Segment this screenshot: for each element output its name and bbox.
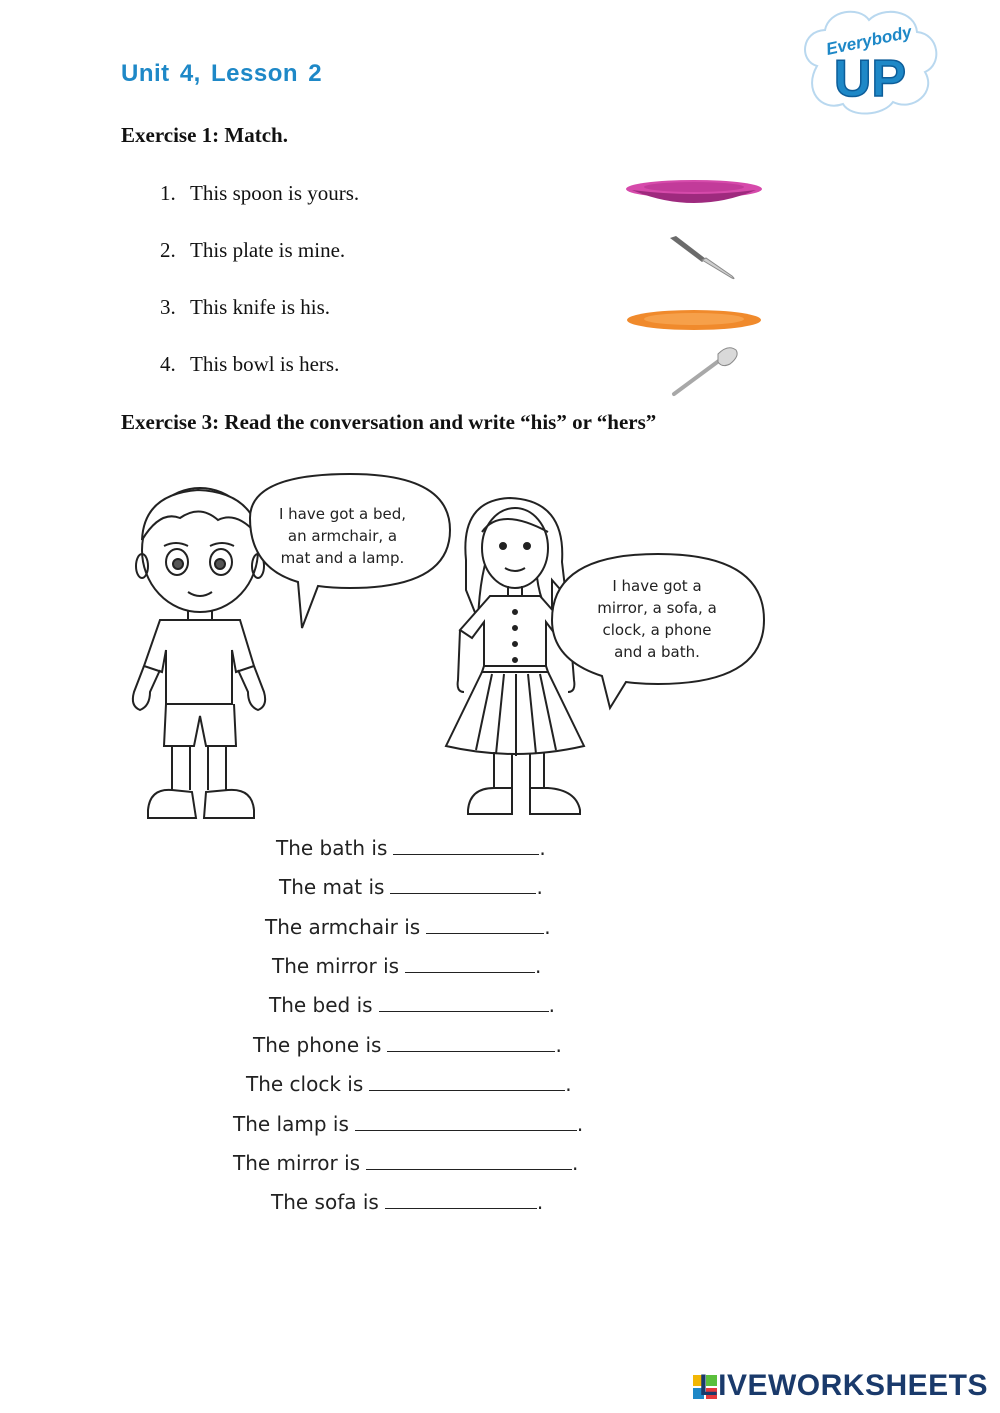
fill-in-sentence bbox=[271, 1190, 543, 1214]
fill-in-sentence bbox=[272, 954, 541, 978]
answer-blank[interactable] bbox=[366, 1151, 572, 1170]
sentence-end: . bbox=[576, 1112, 584, 1136]
orange-plate-icon[interactable] bbox=[620, 306, 770, 336]
boy-drawing bbox=[133, 488, 265, 818]
girl-speech-text: I have got a mirror, a sofa, a clock, a phone and a bath. bbox=[597, 577, 717, 661]
pink-plate-icon[interactable] bbox=[620, 176, 770, 210]
fill-in-sentence bbox=[233, 1112, 583, 1136]
exercise-3-heading: Exercise 3: Read the conversation and write “his” or “hers” bbox=[121, 410, 657, 434]
sentence-end: . bbox=[535, 954, 542, 978]
item-text: This spoon is yours. bbox=[190, 181, 360, 205]
sentence-end: . bbox=[536, 875, 543, 899]
sentence-text: The clock is bbox=[246, 1072, 364, 1096]
liveworksheets-brand: LIVEWORKSHEETS bbox=[699, 1369, 988, 1402]
answer-blank[interactable] bbox=[390, 875, 536, 894]
match-item bbox=[160, 295, 330, 320]
match-item bbox=[160, 352, 339, 377]
sentence-end: . bbox=[544, 915, 551, 939]
answer-blank[interactable] bbox=[393, 836, 539, 855]
match-item bbox=[160, 238, 345, 263]
item-number: 1. bbox=[160, 181, 176, 205]
sentence-text: The mirror is bbox=[272, 954, 400, 978]
fill-in-sentence bbox=[253, 1033, 562, 1057]
answer-blank[interactable] bbox=[385, 1190, 537, 1209]
sentence-end: . bbox=[565, 1072, 572, 1096]
sentence-text: The bed is bbox=[269, 993, 373, 1017]
item-text: This plate is mine. bbox=[190, 238, 346, 262]
answer-blank[interactable] bbox=[369, 1072, 565, 1091]
sentence-end: . bbox=[536, 1190, 544, 1214]
sentence-text: The bath is bbox=[276, 836, 388, 860]
boy-speech-text: I have got a bed, an armchair, a mat and a lamp. bbox=[278, 505, 407, 567]
fill-in-sentence bbox=[265, 915, 551, 939]
match-item bbox=[160, 181, 359, 206]
fill-in-sentence bbox=[276, 836, 546, 860]
sentence-end: . bbox=[555, 1033, 562, 1057]
sentence-text: The mirror is bbox=[233, 1151, 361, 1175]
item-number: 2. bbox=[160, 238, 176, 262]
sentence-text: The lamp is bbox=[233, 1112, 349, 1136]
item-number: 4. bbox=[160, 352, 176, 376]
item-number: 3. bbox=[160, 295, 176, 319]
fill-in-sentence bbox=[233, 1151, 578, 1175]
fill-in-sentence bbox=[269, 993, 555, 1017]
everybody-up-logo bbox=[797, 6, 943, 116]
sentence-text: The sofa is bbox=[271, 1190, 379, 1214]
fill-in-sentence bbox=[246, 1072, 572, 1096]
answer-blank[interactable] bbox=[355, 1112, 577, 1131]
knife-icon[interactable] bbox=[620, 232, 770, 284]
exercise-1-heading: Exercise 1: Match. bbox=[121, 123, 288, 147]
svg-text:Everybody: Everybody bbox=[824, 22, 914, 59]
answer-blank[interactable] bbox=[387, 1033, 555, 1052]
item-text: This knife is his. bbox=[190, 295, 330, 319]
sentence-text: The armchair is bbox=[265, 915, 421, 939]
answer-blank[interactable] bbox=[379, 993, 549, 1012]
sentence-end: . bbox=[548, 993, 555, 1017]
sentence-text: The phone is bbox=[253, 1033, 382, 1057]
svg-text:UP: UP bbox=[833, 50, 907, 108]
sentence-end: . bbox=[539, 836, 546, 860]
spoon-icon[interactable] bbox=[620, 342, 770, 400]
sentence-end: . bbox=[572, 1151, 579, 1175]
item-text: This bowl is hers. bbox=[190, 352, 340, 376]
page-title: Unit 4, Lesson 2 bbox=[121, 60, 323, 87]
fill-in-sentence bbox=[279, 875, 543, 899]
answer-blank[interactable] bbox=[426, 915, 544, 934]
sentence-text: The mat is bbox=[279, 875, 385, 899]
answer-blank[interactable] bbox=[405, 954, 535, 973]
